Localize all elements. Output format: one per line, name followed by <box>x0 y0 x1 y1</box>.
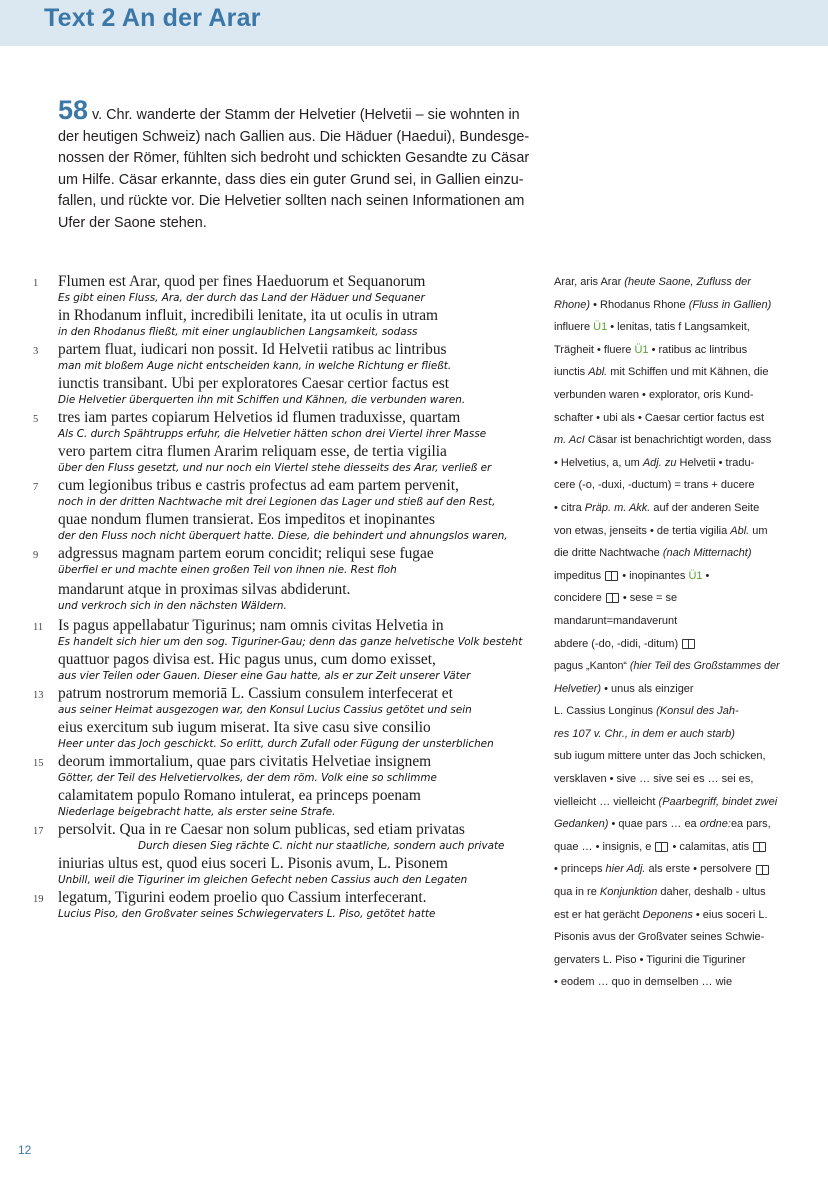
gloss-line <box>554 384 778 407</box>
gloss-text: sub iugum mittere unter das Joch schicken, <box>554 750 766 763</box>
latin-line: legatum, Tigurini eodem proelio quo Cassium interfecerant. <box>58 889 427 906</box>
line-number: 15 <box>33 758 44 769</box>
gloss-text: gervaters L. Piso • Tigurini die Tiguriner <box>554 953 746 966</box>
latin-line: mandarunt atque in proximas silvas abdiderunt. <box>58 581 351 598</box>
handwritten-translation: Durch diesen Sieg rächte C. nicht nur staatliche, sondern auch private <box>138 840 505 852</box>
gloss-text: qua in re <box>554 886 600 899</box>
gloss-line <box>554 271 778 294</box>
gloss-line <box>554 678 778 701</box>
exercise-ref: Ü1 <box>688 569 703 582</box>
gloss-text: • princeps <box>554 863 606 876</box>
gloss-italic: Rhone) <box>554 298 591 311</box>
page-number: 12 <box>18 1143 32 1157</box>
latin-line: quattuor pagos divisa est. Hic pagus unus, cum domo exisset, <box>58 651 436 668</box>
handwritten-translation: überfiel er und machte einen großen Teil von ihnen nie. Rest floh <box>58 564 397 576</box>
gloss-text: von etwas, jenseits • de tertia vigilia <box>554 524 731 537</box>
line-number: 9 <box>33 550 39 561</box>
gloss-text: • sese = se <box>619 592 678 605</box>
gloss-text: • unus als einziger <box>601 682 694 695</box>
latin-line: eius exercitum sub iugum miserat. Ita sive casu sive consilio <box>58 719 431 736</box>
latin-line: in Rhodanum influit, incredibili lenitate, ita ut oculis in utram <box>58 307 438 324</box>
gloss-italic: Abl. <box>730 524 750 537</box>
page-title: Text 2 An der Arar <box>44 4 261 32</box>
book-icon <box>605 571 618 581</box>
gloss-text: pagus „Kanton“ <box>554 660 630 673</box>
gloss-text: vielleicht … vielleicht <box>554 795 659 808</box>
gloss-italic: Deponens <box>642 908 693 921</box>
book-icon <box>753 842 766 852</box>
gloss-line <box>554 429 778 452</box>
gloss-italic: Präp. m. Akk. <box>584 501 651 514</box>
gloss-text: impeditus <box>554 569 605 582</box>
handwritten-translation: aus vier Teilen oder Gauen. Dieser eine Gau hatte, als er zur Zeit unserer Väter <box>58 670 471 682</box>
gloss-italic: res 107 v. Chr., in dem er auch starb) <box>554 727 735 740</box>
gloss-text: concidere <box>554 592 605 605</box>
gloss-italic: ordne: <box>699 818 731 831</box>
latin-line: partem fluat, iudicari non possit. Id Helvetii ratibus ac lintribus <box>58 341 447 358</box>
gloss-text: • <box>702 569 710 582</box>
gloss-italic: (Konsul des Jah- <box>656 705 739 718</box>
gloss-text: versklaven • sive … sive sei es … sei es, <box>554 773 754 786</box>
gloss-line <box>554 904 778 927</box>
gloss-text: • citra <box>554 501 585 514</box>
gloss-line <box>554 474 778 497</box>
book-icon <box>655 842 668 852</box>
gloss-text: Pisonis avus der Großvater seines Schwie- <box>554 931 765 944</box>
gloss-italic: (heute Saone, Zufluss der <box>624 276 751 288</box>
gloss-line <box>554 836 778 859</box>
gloss-text: • quae pars … ea <box>608 818 700 831</box>
gloss-text: quae … • insignis, e <box>554 840 655 853</box>
gloss-text: verbunden waren • explorator, oris Kund- <box>554 388 754 401</box>
handwritten-translation: Es handelt sich hier um den sog. Tiguriner-Gau; denn das ganze helvetische Volk besteht <box>58 636 523 648</box>
latin-line: Is pagus appellabatur Tigurinus; nam omnis civitas Helvetia in <box>58 617 444 634</box>
gloss-italic: Helvetier) <box>554 682 602 695</box>
latin-line: deorum immortalium, quae pars civitatis Helvetiae insignem <box>58 753 432 770</box>
gloss-text: L. Cassius Longinus <box>554 705 657 718</box>
gloss-italic: Gedanken) <box>554 818 609 831</box>
gloss-text: die dritte Nachtwache <box>554 547 663 560</box>
handwritten-translation: Niederlage beigebracht hatte, als erster seine Strafe. <box>58 806 336 818</box>
latin-line: persolvit. Qua in re Caesar non solum publicas, sed etiam privatas <box>58 821 465 838</box>
gloss-italic: Abl. <box>588 366 608 379</box>
gloss-text: • lenitas, tatis f Langsamkeit, <box>607 321 750 334</box>
gloss-line <box>554 610 778 633</box>
gloss-line <box>554 316 778 339</box>
gloss-line <box>554 723 778 746</box>
line-number: 11 <box>33 622 44 633</box>
handwritten-translation: Götter, der Teil des Helvetiervolkes, der dem röm. Volk eine so schlimme <box>58 772 437 784</box>
gloss-line <box>554 700 778 723</box>
intro-paragraph <box>58 95 534 235</box>
vocabulary-notes <box>554 271 778 994</box>
gloss-line <box>554 452 778 475</box>
gloss-text: • inopinantes <box>619 569 689 582</box>
gloss-text: abdere (-do, -didi, -ditum) <box>554 637 682 650</box>
latin-line: patrum nostrorum memoriā L. Cassium consulem interfecerat et <box>58 685 453 702</box>
gloss-text: • eius soceri L. <box>692 908 768 921</box>
gloss-italic: hier Adj. <box>605 863 646 876</box>
latin-line: Flumen est Arar, quod per fines Haeduorum et Sequanorum <box>58 273 426 290</box>
gloss-line <box>554 294 778 317</box>
latin-line: iniurias ultus est, quod eius soceri L. Pisonis avum, L. Pisonem <box>58 855 448 872</box>
gloss-line <box>554 520 778 543</box>
gloss-line <box>554 745 778 768</box>
gloss-italic: (Fluss in Gallien) <box>688 298 772 311</box>
handwritten-translation: Als C. durch Spähtrupps erfuhr, die Helvetier hätten schon drei Viertel ihrer Masse <box>58 428 487 440</box>
book-icon <box>682 639 695 649</box>
handwritten-translation: Es gibt einen Fluss, Ara, der durch das Land der Häduer und Sequaner <box>58 292 425 304</box>
latin-line: cum legionibus tribus e castris profectus ad eam partem pervenit, <box>58 477 459 494</box>
handwritten-translation: Die Helvetier überquerten ihn mit Schiffen und Kähnen, die verbunden waren. <box>58 394 466 406</box>
gloss-text: iunctis <box>554 366 589 379</box>
line-number: 3 <box>33 346 39 357</box>
gloss-italic: (hier Teil des Großstammes der <box>629 660 780 673</box>
handwritten-translation: in den Rhodanus fließt, mit einer unglaublichen Langsamkeit, sodass <box>58 326 418 338</box>
gloss-text: cere (-o, -duxi, -ductum) = trans + ducere <box>554 479 755 492</box>
gloss-line <box>554 633 778 656</box>
gloss-line <box>554 858 778 881</box>
gloss-line <box>554 497 778 520</box>
handwritten-translation: Unbill, weil die Tiguriner im gleichen Gefecht neben Cassius auch den Legaten <box>58 874 468 886</box>
gloss-line <box>554 587 778 610</box>
line-number: 5 <box>33 414 39 425</box>
latin-line: tres iam partes copiarum Helvetios id flumen traduxisse, quartam <box>58 409 461 426</box>
gloss-line <box>554 971 778 994</box>
handwritten-translation: Lucius Piso, den Großvater seines Schwiegervaters L. Piso, getötet hatte <box>58 908 436 920</box>
gloss-text: est er hat gerächt <box>554 908 643 921</box>
book-icon <box>606 593 619 603</box>
gloss-line <box>554 949 778 972</box>
latin-line: vero partem citra flumen Ararim reliquam esse, de tertia vigilia <box>58 443 447 460</box>
gloss-text: schafter • ubi als • Caesar certior factus est <box>554 411 765 424</box>
handwritten-translation: aus seiner Heimat ausgezogen war, den Konsul Lucius Cassius getötet und sein <box>58 704 472 716</box>
latin-line: iunctis transibant. Ubi per exploratores Caesar certior factus est <box>58 375 450 392</box>
book-icon <box>756 865 769 875</box>
gloss-line <box>554 542 778 565</box>
gloss-text: Helvetii • tradu- <box>676 456 755 469</box>
handwritten-translation: noch in der dritten Nachtwache mit drei Legionen das Lager und stieß auf den Rest, <box>58 496 496 508</box>
gloss-line <box>554 791 778 814</box>
latin-line: quae nondum flumen transierat. Eos impeditos et inopinantes <box>58 511 435 528</box>
gloss-text: Trägheit • fluere <box>554 343 635 356</box>
gloss-line <box>554 339 778 362</box>
gloss-text: mandarunt=mandaverunt <box>554 614 678 627</box>
gloss-line <box>554 813 778 836</box>
gloss-italic: (nach Mitternacht) <box>662 547 752 560</box>
gloss-line <box>554 361 778 384</box>
exercise-ref: Ü1 <box>634 343 649 356</box>
gloss-text: mit Schiffen und mit Kähnen, die <box>607 366 769 379</box>
gloss-text: • Rhodanus Rhone <box>590 298 689 311</box>
gloss-text: daher, deshalb - ultus <box>657 886 766 899</box>
gloss-line <box>554 881 778 904</box>
gloss-line <box>554 655 780 678</box>
gloss-line <box>554 565 778 588</box>
gloss-text: • ratibus ac lintribus <box>648 343 748 356</box>
gloss-line <box>554 407 778 430</box>
handwritten-translation: Heer unter das Joch geschickt. So erlitt, durch Zufall oder Fügung der unsterblichen <box>58 738 494 750</box>
line-number: 7 <box>33 482 39 493</box>
handwritten-translation: über den Fluss gesetzt, und nur noch ein Viertel stehe diesseits des Arar, verließ er <box>58 462 492 474</box>
gloss-text: ea pars, <box>730 818 771 831</box>
gloss-italic: Adj. zu <box>642 456 677 469</box>
line-number: 19 <box>33 894 44 905</box>
line-number: 1 <box>33 278 39 289</box>
gloss-text: influere <box>554 321 594 334</box>
gloss-text: • eodem … quo in demselben … wie <box>554 976 733 989</box>
gloss-italic: Konjunktion <box>599 886 658 899</box>
line-number: 17 <box>33 826 44 837</box>
handwritten-translation: und verkroch sich in den nächsten Wäldern. <box>58 600 287 612</box>
exercise-ref: Ü1 <box>593 321 608 334</box>
gloss-text: • calamitas, atis <box>669 840 753 853</box>
handwritten-translation: man mit bloßem Auge nicht entscheiden kann, in welche Richtung er fließt. <box>58 360 452 372</box>
gloss-line <box>554 926 778 949</box>
gloss-text: • Helvetius, a, um <box>554 456 643 469</box>
intro-year: 58 <box>58 95 89 125</box>
gloss-line <box>554 768 778 791</box>
gloss-italic: (Paarbegriff, bindet zwei <box>658 795 778 808</box>
gloss-text: auf der anderen Seite <box>650 501 760 514</box>
handwritten-translation: der den Fluss noch nicht überquert hatte. Diese, die behindert und ahnungslos waren, <box>58 530 508 542</box>
gloss-italic: m. AcI <box>554 434 585 447</box>
gloss-text: als erste • persolvere <box>645 863 755 876</box>
line-number: 13 <box>33 690 44 701</box>
gloss-text: Arar, aris Arar <box>554 276 625 288</box>
latin-line: calamitatem populo Romano intulerat, ea princeps poenam <box>58 787 421 804</box>
gloss-text: um <box>749 524 768 537</box>
latin-line: adgressus magnam partem eorum concidit; reliqui sese fugae <box>58 545 434 562</box>
gloss-text: Cäsar ist benachrichtigt worden, dass <box>584 434 772 447</box>
intro-text: v. Chr. wanderte der Stamm der Helvetier (Helvetii – sie wohnten in der heutigen Schweiz) nach Gallien aus. Die Häduer (Haedui), Bundesgenossen der Römer, fühlten sich bedroht und schickten Gesandte zu Cäsar um Hilfe. Cäsar erkannte, dass dies ein guter Grund sei, in Gallien einzufallen, und rückte vor. Die Helvetier sollten nach seinen Informationen am Ufer der Saone stehen. <box>58 107 530 231</box>
